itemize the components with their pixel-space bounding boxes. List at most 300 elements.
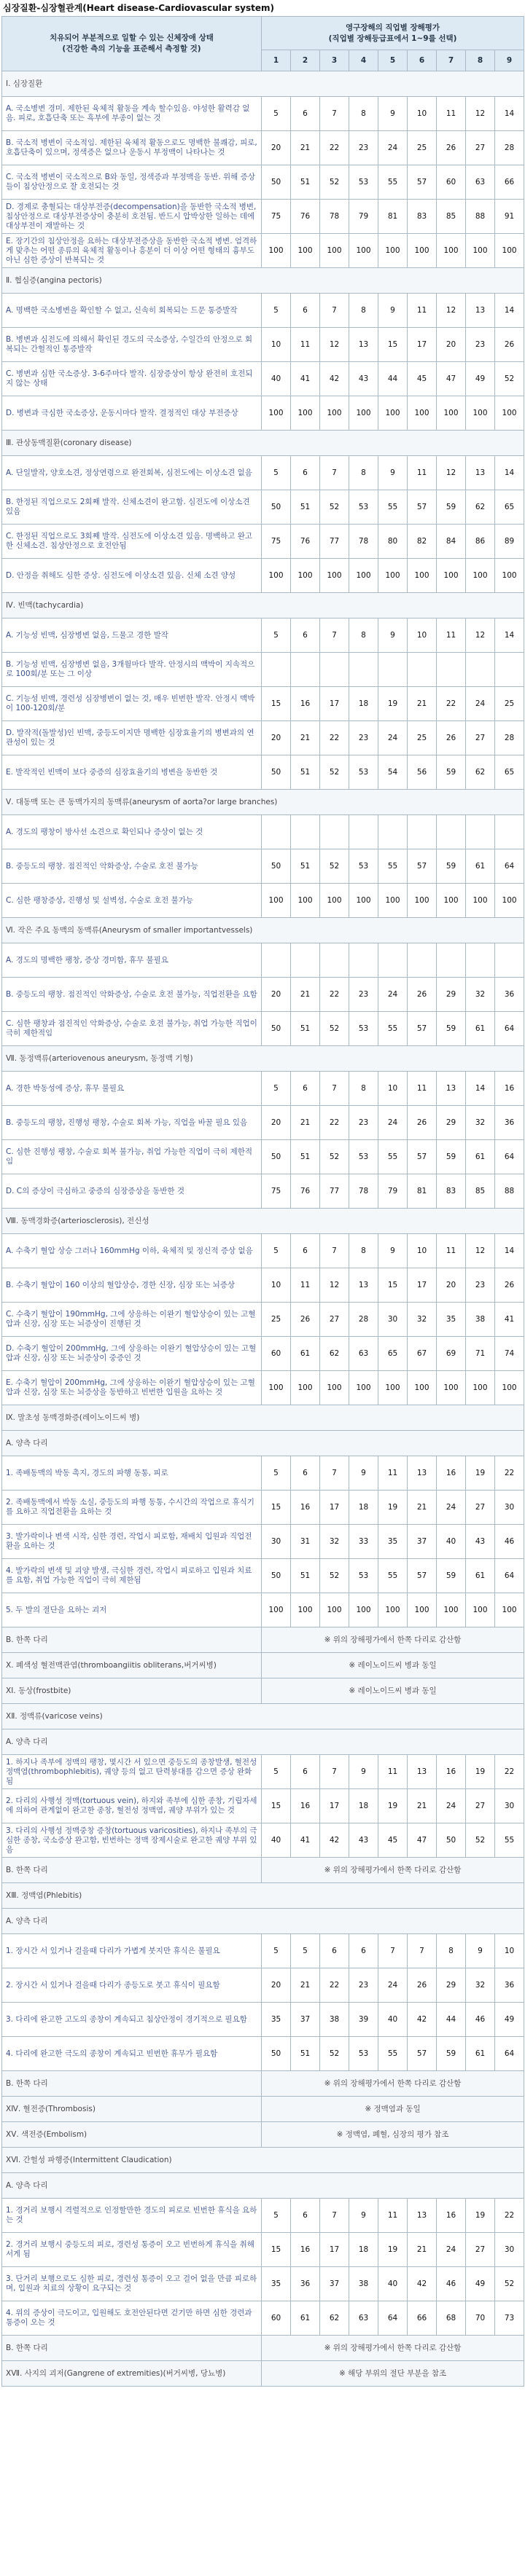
rating-value-col-7: 100: [437, 396, 466, 431]
rating-value-col-1: 50: [262, 490, 291, 525]
rating-value-col-6: 7: [408, 1934, 437, 1968]
rating-value-col-7: 100: [437, 1593, 466, 1627]
rating-value-col-9: 66: [495, 165, 524, 200]
rating-value-col-7: 68: [437, 2301, 466, 2336]
rating-value-col-7: 11: [437, 1234, 466, 1268]
rating-value-col-2: 26: [291, 1303, 320, 1337]
rating-value-col-2: 6: [291, 97, 320, 131]
rating-value-col-6: 42: [408, 2267, 437, 2301]
rating-value-col-5: 100: [378, 1593, 408, 1627]
note-reference: ※ 정맥염, 폐혈, 심장의 평가 참조: [262, 2122, 524, 2148]
rating-value-col-2: 16: [291, 687, 320, 721]
rating-value-col-3: 7: [320, 294, 349, 328]
section-header-row: [2, 431, 524, 456]
table-row: [2, 1789, 524, 1823]
rating-value-col-9: 64: [495, 1559, 524, 1593]
condition-description: E. 장기간의 침상안정을 요하는 대상부전증상을 동반한 국소적 병변. 엄격하게 맞추는 어떤 종류의 육체적 활동이나 흥분이 더 이상 어떤 형태의 흉부도 아닌 심한 증상이 반복되는 것: [2, 234, 262, 268]
rating-value-col-6: [408, 815, 437, 849]
rating-value-col-8: 62: [466, 755, 495, 790]
table-row: [2, 490, 524, 525]
table-row: [2, 1934, 524, 1968]
table-row: [2, 1234, 524, 1268]
rating-value-col-5: 11: [378, 2199, 408, 2233]
rating-value-col-8: 62: [466, 490, 495, 525]
rating-value-col-2: 21: [291, 131, 320, 165]
rating-value-col-4: 8: [349, 1072, 378, 1106]
table-row: [2, 1072, 524, 1106]
rating-value-col-4: 53: [349, 2037, 378, 2071]
condition-description: A. 경도의 팽창이 방사선 소견으로 확인되나 증상이 없는 것: [2, 815, 262, 849]
rating-value-col-4: 43: [349, 362, 378, 396]
rating-value-col-6: 66: [408, 2301, 437, 2336]
rating-value-col-8: 61: [466, 1012, 495, 1046]
rating-value-col-1: 100: [262, 884, 291, 918]
rating-value-col-2: 100: [291, 396, 320, 431]
table-row: [2, 1106, 524, 1140]
rating-value-col-2: 51: [291, 490, 320, 525]
rating-value-col-8: 100: [466, 1593, 495, 1627]
rating-value-col-6: 13: [408, 2199, 437, 2233]
rating-value-col-2: 21: [291, 1106, 320, 1140]
rating-value-col-3: 78: [320, 200, 349, 234]
condition-description: B. 병변과 심전도에 의해서 확인된 경도의 국소증상, 수일간의 안정으로 회복되는 간헐적인 통증발작: [2, 328, 262, 362]
rating-value-col-1: 5: [262, 619, 291, 653]
condition-description: A. 경한 박동성에 증상, 휴무 불필요: [2, 1072, 262, 1106]
rating-value-col-6: 57: [408, 1140, 437, 1174]
rating-value-col-9: 46: [495, 1525, 524, 1559]
rating-value-col-9: 89: [495, 525, 524, 559]
condition-description: 2. 경거리 보행시 중등도의 피로, 경련성 통증이 오고 빈번하게 휴식을 취해 서게 됨: [2, 2233, 262, 2267]
rating-value-col-1: 30: [262, 1525, 291, 1559]
condition-description: D. 안정을 취해도 심한 증상. 심전도에 이상소견 있음. 신체 소견 양성: [2, 559, 262, 593]
rating-value-col-4: 79: [349, 200, 378, 234]
rating-value-col-6: 42: [408, 2003, 437, 2037]
header-condition-text: 치유되어 부분적으로 일할 수 있는 신체장애 상태 (건강한 측의 기능을 표준해서 측정할 것): [50, 34, 214, 53]
rating-value-col-5: 19: [378, 2233, 408, 2267]
rating-value-col-5: [378, 653, 408, 687]
rating-value-col-2: 51: [291, 849, 320, 884]
section-header-row: [2, 268, 524, 294]
rating-value-col-1: 40: [262, 1823, 291, 1858]
rating-value-col-5: 55: [378, 849, 408, 884]
rating-value-col-9: 49: [495, 2003, 524, 2037]
rating-value-col-6: 10: [408, 619, 437, 653]
section-header-row: [2, 2173, 524, 2199]
rating-value-col-9: 65: [495, 755, 524, 790]
rating-value-col-8: 23: [466, 1268, 495, 1303]
table-row: [2, 362, 524, 396]
note-reference: ※ 위의 장해평가에서 한쪽 다리로 감산함: [262, 2336, 524, 2361]
rating-value-col-1: 50: [262, 165, 291, 200]
rating-value-col-6: 100: [408, 1371, 437, 1405]
condition-description: D. C의 증상이 극심하고 중증의 심장증상을 동반한 것: [2, 1174, 262, 1209]
note-reference: ※ 정맥염과 동일: [262, 2097, 524, 2122]
rating-value-col-8: 61: [466, 1559, 495, 1593]
rating-value-col-2: 61: [291, 1337, 320, 1371]
table-row: [2, 943, 524, 978]
rating-value-col-2: 6: [291, 456, 320, 490]
rating-value-col-9: 52: [495, 362, 524, 396]
note-label: ⅩⅦ. 사지의 괴저(Gangrene of extremities)(버거씨병, 당뇨병): [2, 2361, 262, 2387]
rating-value-col-1: 5: [262, 1234, 291, 1268]
rating-value-col-8: 70: [466, 2301, 495, 2336]
rating-value-col-5: 30: [378, 1303, 408, 1337]
rating-value-col-6: 26: [408, 978, 437, 1012]
rating-value-col-3: 100: [320, 396, 349, 431]
rating-value-col-3: 7: [320, 1234, 349, 1268]
condition-description: 4. 발가락의 변색 및 괴양 발생, 극심한 경련, 작업시 피로하고 입원과 치료를 요함, 취업 가능한 직업이 극히 제한됨: [2, 1559, 262, 1593]
rating-value-col-5: 79: [378, 1174, 408, 1209]
rating-value-col-2: 6: [291, 1072, 320, 1106]
rating-value-col-3: 42: [320, 1823, 349, 1858]
rating-value-col-4: 53: [349, 165, 378, 200]
rating-value-col-3: 22: [320, 978, 349, 1012]
rating-value-col-8: 85: [466, 1174, 495, 1209]
rating-value-col-9: [495, 653, 524, 687]
rating-value-col-4: 43: [349, 1823, 378, 1858]
rating-value-col-1: 50: [262, 1012, 291, 1046]
rating-value-col-4: 23: [349, 1968, 378, 2003]
rating-value-col-8: 86: [466, 525, 495, 559]
rating-value-col-7: 24: [437, 1789, 466, 1823]
rating-value-col-7: 47: [437, 362, 466, 396]
rating-value-col-1: 20: [262, 131, 291, 165]
rating-value-col-9: 30: [495, 1789, 524, 1823]
condition-description: 3. 발가락이나 변색 시작, 심한 경련, 작업시 피로함, 재배치 입원과 직업전환을 요하는 것: [2, 1525, 262, 1559]
rating-value-col-4: 9: [349, 2199, 378, 2233]
rating-value-col-8: 100: [466, 396, 495, 431]
note-reference: ※ 레이노이드씨 병과 동일: [262, 1678, 524, 1704]
rating-value-col-6: 57: [408, 2037, 437, 2071]
rating-value-col-9: 64: [495, 2037, 524, 2071]
condition-description: 4. 다리에 완고한 극도의 종창이 계속되고 빈번한 휴무가 필요함: [2, 2037, 262, 2071]
rating-value-col-2: 100: [291, 234, 320, 268]
rating-value-col-8: 100: [466, 559, 495, 593]
rating-value-col-4: 9: [349, 1456, 378, 1491]
rating-value-col-9: [495, 815, 524, 849]
rating-value-col-9: 52: [495, 2267, 524, 2301]
rating-value-col-6: 26: [408, 1106, 437, 1140]
rating-value-col-9: 26: [495, 1268, 524, 1303]
rating-value-col-1: 50: [262, 849, 291, 884]
note-row: [2, 2071, 524, 2097]
rating-value-col-4: 38: [349, 2267, 378, 2301]
note-row: [2, 2336, 524, 2361]
rating-value-col-1: [262, 653, 291, 687]
rating-value-col-9: 100: [495, 234, 524, 268]
section-title: A. 양측 다리: [2, 2173, 524, 2199]
condition-description: 1. 장시간 서 있거나 걸을때 다리가 가볍게 붓지만 휴식은 불필요: [2, 1934, 262, 1968]
header-condition: [2, 17, 262, 71]
rating-value-col-1: 50: [262, 1559, 291, 1593]
condition-description: C. 국소적 병변이 국소적으로 B와 동일, 정색증과 부정맥을 동반. 위해 증상들이 침상안정으로 잘 호전되는 것: [2, 165, 262, 200]
rating-value-col-4: 78: [349, 1174, 378, 1209]
section-title: Ⅴ. 대동맥 또는 큰 동맥가지의 동맥류(aneurysm of aorta?or large branches): [2, 790, 524, 815]
note-reference: ※ 위의 장해평가에서 한쪽 다리로 감산함: [262, 1627, 524, 1653]
rating-value-col-2: 6: [291, 2199, 320, 2233]
rating-value-col-8: 19: [466, 2199, 495, 2233]
rating-value-col-8: 49: [466, 2267, 495, 2301]
rating-value-col-1: 5: [262, 97, 291, 131]
rating-value-col-3: 7: [320, 97, 349, 131]
rating-value-col-5: 9: [378, 456, 408, 490]
rating-value-col-3: 7: [320, 456, 349, 490]
rating-value-col-6: 57: [408, 849, 437, 884]
rating-value-col-8: 27: [466, 1789, 495, 1823]
rating-value-col-1: 75: [262, 200, 291, 234]
rating-value-col-3: 100: [320, 1371, 349, 1405]
section-title: ⅩⅢ. 정맥염(Phlebitis): [2, 1883, 524, 1909]
rating-value-col-6: 100: [408, 884, 437, 918]
rating-value-col-4: 13: [349, 328, 378, 362]
rating-value-col-4: 18: [349, 2233, 378, 2267]
header-rating: [262, 17, 524, 50]
rating-value-col-3: 22: [320, 1968, 349, 2003]
rating-value-col-7: 44: [437, 2003, 466, 2037]
rating-value-col-6: 10: [408, 1234, 437, 1268]
rating-value-col-8: 13: [466, 456, 495, 490]
rating-value-col-4: 23: [349, 1106, 378, 1140]
rating-value-col-8: 19: [466, 1755, 495, 1789]
section-header-row: [2, 918, 524, 943]
rating-value-col-2: 76: [291, 1174, 320, 1209]
rating-value-col-5: 100: [378, 396, 408, 431]
rating-value-col-8: 32: [466, 1106, 495, 1140]
rating-value-col-1: 25: [262, 1303, 291, 1337]
rating-value-col-6: 56: [408, 755, 437, 790]
rating-value-col-9: 10: [495, 1934, 524, 1968]
table-row: [2, 1140, 524, 1174]
rating-value-col-4: 100: [349, 884, 378, 918]
table-row: [2, 1174, 524, 1209]
rating-value-col-7: 59: [437, 1012, 466, 1046]
table-row: [2, 456, 524, 490]
rating-value-col-4: 23: [349, 721, 378, 755]
rating-value-col-9: 30: [495, 1491, 524, 1525]
rating-value-col-9: 100: [495, 396, 524, 431]
rating-value-col-7: 24: [437, 2233, 466, 2267]
table-row: [2, 1559, 524, 1593]
rating-value-col-1: 35: [262, 2003, 291, 2037]
rating-value-col-9: 100: [495, 559, 524, 593]
rating-value-col-6: 32: [408, 1303, 437, 1337]
rating-value-col-3: 38: [320, 2003, 349, 2037]
table-row: [2, 525, 524, 559]
rating-value-col-5: 35: [378, 1525, 408, 1559]
rating-value-col-1: 50: [262, 755, 291, 790]
rating-value-col-3: 77: [320, 1174, 349, 1209]
rating-value-col-4: 100: [349, 1593, 378, 1627]
rating-value-col-6: 11: [408, 294, 437, 328]
section-title: A. 양측 다리: [2, 1729, 524, 1755]
note-label: B. 한쪽 다리: [2, 2071, 262, 2097]
table-row: [2, 755, 524, 790]
section-title: Ⅶ. 동정맥류(arteriovenous aneurysm, 동정맥 기형): [2, 1046, 524, 1072]
rating-value-col-5: 7: [378, 1934, 408, 1968]
rating-value-col-6: 21: [408, 2233, 437, 2267]
table-row: [2, 1593, 524, 1627]
rating-value-col-7: 69: [437, 1337, 466, 1371]
rating-value-col-2: 51: [291, 165, 320, 200]
rating-value-col-8: 100: [466, 884, 495, 918]
rating-value-col-3: 17: [320, 1491, 349, 1525]
rating-value-col-5: 40: [378, 2003, 408, 2037]
rating-value-col-7: 59: [437, 1140, 466, 1174]
rating-value-col-7: 35: [437, 1303, 466, 1337]
rating-value-col-4: 18: [349, 687, 378, 721]
note-label: B. 한쪽 다리: [2, 1627, 262, 1653]
rating-value-col-4: 53: [349, 849, 378, 884]
note-reference: ※ 해당 부위의 절단 부분을 참조: [262, 2361, 524, 2387]
rating-value-col-2: 76: [291, 525, 320, 559]
condition-description: A. 경도의 명백한 팽창, 증상 경미함, 휴무 불필요: [2, 943, 262, 978]
note-label: ⅩⅠ. 동상(frostbite): [2, 1678, 262, 1704]
rating-value-col-6: 100: [408, 559, 437, 593]
condition-description: C. 심한 진행성 팽창, 수술로 회복 불가능, 취업 가능한 직업이 극히 제한적임: [2, 1140, 262, 1174]
rating-value-col-4: 100: [349, 234, 378, 268]
rating-value-col-1: 100: [262, 1371, 291, 1405]
rating-value-col-9: 14: [495, 619, 524, 653]
condition-description: 3. 단거리 보행으로도 심한 피로, 경련성 통증이 오고 걸어 없을 만큼 피로하며, 입원과 치료의 상황이 요구되는 것: [2, 2267, 262, 2301]
rating-value-col-1: [262, 815, 291, 849]
note-row: [2, 1858, 524, 1883]
note-row: [2, 2097, 524, 2122]
rating-value-col-6: 100: [408, 396, 437, 431]
rating-value-col-4: 6: [349, 1934, 378, 1968]
table-row: [2, 1456, 524, 1491]
rating-value-col-5: 9: [378, 619, 408, 653]
rating-value-col-1: 100: [262, 1593, 291, 1627]
rating-value-col-8: 27: [466, 1491, 495, 1525]
rating-value-col-9: 28: [495, 131, 524, 165]
table-row: [2, 815, 524, 849]
rating-value-col-7: 40: [437, 1525, 466, 1559]
rating-value-col-4: 23: [349, 131, 378, 165]
rating-value-col-1: 20: [262, 1106, 291, 1140]
table-row: [2, 1337, 524, 1371]
condition-description: B. 수축기 혈압이 160 이상의 혈압상승, 경한 신장, 심장 또는 뇌증상: [2, 1268, 262, 1303]
rating-value-col-7: 16: [437, 1755, 466, 1789]
section-header-row: [2, 593, 524, 619]
rating-value-col-8: 63: [466, 165, 495, 200]
rating-value-col-3: 22: [320, 1106, 349, 1140]
table-row: [2, 2267, 524, 2301]
rating-value-col-1: 75: [262, 1174, 291, 1209]
rating-value-col-3: 62: [320, 1337, 349, 1371]
rating-value-col-6: 17: [408, 1268, 437, 1303]
rating-value-col-4: 53: [349, 755, 378, 790]
rating-value-col-7: 84: [437, 525, 466, 559]
rating-value-col-1: 40: [262, 362, 291, 396]
section-header-row: [2, 1405, 524, 1431]
rating-value-col-3: 42: [320, 362, 349, 396]
rating-value-col-3: 27: [320, 1303, 349, 1337]
condition-description: C. 병변과 심한 국소증상. 3-6주마다 발작. 심장증상이 항상 완전히 호전되지 않는 상태: [2, 362, 262, 396]
rating-value-col-2: 6: [291, 1234, 320, 1268]
section-header-row: [2, 1729, 524, 1755]
table-row: [2, 97, 524, 131]
rating-value-col-8: 12: [466, 97, 495, 131]
rating-value-col-2: 16: [291, 1491, 320, 1525]
rating-value-col-1: 5: [262, 1072, 291, 1106]
rating-value-col-6: 11: [408, 1072, 437, 1106]
rating-value-col-3: [320, 943, 349, 978]
rating-value-col-7: 59: [437, 2037, 466, 2071]
rating-value-col-5: 80: [378, 525, 408, 559]
rating-value-col-6: 21: [408, 1491, 437, 1525]
rating-value-col-4: 53: [349, 1559, 378, 1593]
rating-value-col-7: 16: [437, 2199, 466, 2233]
condition-description: B. 중등도의 팽창, 진행성 팽창, 수술로 회복 가능, 직업을 바꿀 필요 있음: [2, 1106, 262, 1140]
rating-value-col-7: 100: [437, 1371, 466, 1405]
rating-value-col-3: 100: [320, 884, 349, 918]
rating-value-col-5: 55: [378, 1559, 408, 1593]
condition-description: C. 한정된 직업으로도 3회째 발작. 심전도에 이상소견 있음. 명백하고 완고한 신체소견. 침상안정으로 호전안됨: [2, 525, 262, 559]
disability-rating-table: [1, 16, 524, 2387]
condition-description: E. 수축기 혈압이 200mmHg, 그에 상응하는 이완기 혈압상승이 있는 고혈압과 신장, 심장 또는 뇌증상을 동반하고 빈번한 입원을 요하는 것: [2, 1371, 262, 1405]
rating-value-col-3: 52: [320, 849, 349, 884]
rating-value-col-2: 100: [291, 559, 320, 593]
rating-value-col-5: 100: [378, 884, 408, 918]
rating-value-col-8: 24: [466, 687, 495, 721]
rating-value-col-8: 100: [466, 1371, 495, 1405]
rating-value-col-3: 77: [320, 525, 349, 559]
rating-value-col-9: 30: [495, 2233, 524, 2267]
rating-value-col-5: 24: [378, 131, 408, 165]
rating-value-col-4: 63: [349, 2301, 378, 2336]
rating-value-col-4: 100: [349, 559, 378, 593]
condition-description: 2. 족배동맥에서 박동 소실, 중등도의 파행 동통, 수시간의 작업으로 휴식기를 요하고 직업전환을 요하는 것: [2, 1491, 262, 1525]
rating-value-col-8: 27: [466, 131, 495, 165]
note-label: B. 한쪽 다리: [2, 2336, 262, 2361]
rating-value-col-7: 59: [437, 849, 466, 884]
rating-value-col-7: 16: [437, 1456, 466, 1491]
rating-value-col-3: 12: [320, 1268, 349, 1303]
rating-value-col-1: 100: [262, 559, 291, 593]
rating-value-col-2: 51: [291, 755, 320, 790]
rating-value-col-1: 15: [262, 1491, 291, 1525]
note-reference: ※ 위의 장해평가에서 한쪽 다리로 감산함: [262, 2071, 524, 2097]
section-title: A. 양측 다리: [2, 1431, 524, 1456]
rating-value-col-5: 19: [378, 1789, 408, 1823]
rating-value-col-7: [437, 653, 466, 687]
rating-value-col-2: 37: [291, 2003, 320, 2037]
rating-value-col-5: 24: [378, 978, 408, 1012]
table-row: [2, 687, 524, 721]
rating-value-col-3: 17: [320, 687, 349, 721]
condition-description: D. 수축기 혈압이 200mmHg, 그에 상응하는 이완기 혈압상승이 있는 고혈압과 신장, 심장 또는 뇌증상이 중증인 것: [2, 1337, 262, 1371]
rating-value-col-3: 52: [320, 1559, 349, 1593]
rating-value-col-8: 88: [466, 200, 495, 234]
column-header-3: 3: [320, 50, 349, 71]
rating-value-col-7: 11: [437, 97, 466, 131]
rating-value-col-4: 9: [349, 1755, 378, 1789]
rating-value-col-5: 19: [378, 1491, 408, 1525]
rating-value-col-6: 81: [408, 1174, 437, 1209]
rating-value-col-9: 14: [495, 97, 524, 131]
rating-value-col-8: [466, 943, 495, 978]
rating-value-col-3: 100: [320, 234, 349, 268]
rating-value-col-7: 8: [437, 1934, 466, 1968]
note-row: [2, 2122, 524, 2148]
rating-value-col-8: 46: [466, 2003, 495, 2037]
note-row: [2, 2361, 524, 2387]
rating-value-col-6: 82: [408, 525, 437, 559]
rating-value-col-2: [291, 815, 320, 849]
rating-value-col-8: 38: [466, 1303, 495, 1337]
rating-value-col-8: 71: [466, 1337, 495, 1371]
table-row: [2, 2003, 524, 2037]
